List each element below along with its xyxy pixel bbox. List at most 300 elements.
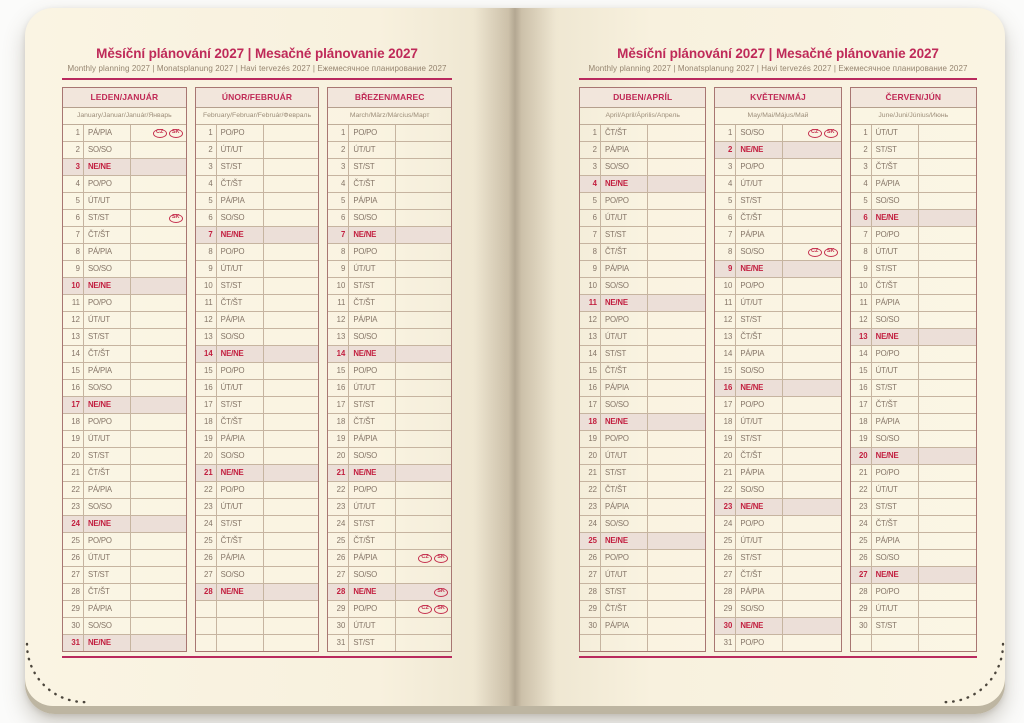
weekday-label: PO/PO: [872, 227, 919, 243]
weekday-label: ČT/ŠT: [601, 125, 648, 141]
day-number: 27: [580, 567, 601, 583]
day-number: 25: [580, 533, 601, 549]
notes-cell: [131, 482, 186, 498]
day-row: [580, 193, 705, 210]
day-row: [715, 125, 840, 142]
weekday-label: ÚT/UT: [217, 380, 264, 396]
weekday-label: ČT/ŠT: [736, 448, 783, 464]
weekday-label: ČT/ŠT: [349, 533, 396, 549]
day-row: [63, 312, 186, 329]
page-subtitle: Monthly planning 2027 | Monatsplanung 2027 | Havi tervezés 2027 | Ежемесячное планирование 2027: [67, 64, 447, 73]
day-row: [580, 618, 705, 635]
day-number: 12: [851, 312, 872, 328]
day-number: 24: [715, 516, 736, 532]
day-row: [715, 414, 840, 431]
day-row: [63, 550, 186, 567]
day-number: 4: [715, 176, 736, 192]
day-row: [63, 295, 186, 312]
day-row: [328, 516, 451, 533]
footer-rule: [579, 656, 977, 658]
weekday-label: PO/PO: [872, 346, 919, 362]
weekday-label: PÁ/PIA: [872, 533, 919, 549]
day-number: 1: [715, 125, 736, 141]
notes-cell: [783, 346, 840, 362]
notes-cell: [131, 125, 186, 141]
day-number: 14: [851, 346, 872, 362]
notes-cell: [648, 142, 705, 158]
weekday-label: ÚT/UT: [84, 431, 131, 447]
notes-cell: [396, 193, 451, 209]
notes-cell: [783, 125, 840, 141]
weekday-label: ČT/ŠT: [601, 363, 648, 379]
day-number: 15: [328, 363, 349, 379]
day-row: [580, 176, 705, 193]
day-number: 4: [851, 176, 872, 192]
day-number: 6: [328, 210, 349, 226]
notes-cell: [264, 227, 319, 243]
day-number: 24: [196, 516, 217, 532]
notes-cell: [264, 142, 319, 158]
day-row: [851, 125, 976, 142]
day-row: [196, 431, 319, 448]
weekday-label: ČT/ŠT: [872, 159, 919, 175]
notes-cell: [396, 618, 451, 634]
notes-cell: [264, 125, 319, 141]
day-row: [851, 193, 976, 210]
day-number: 11: [580, 295, 601, 311]
day-row: [580, 278, 705, 295]
weekday-label: ČT/ŠT: [872, 278, 919, 294]
day-row: [63, 482, 186, 499]
weekday-label: PO/PO: [601, 431, 648, 447]
notes-cell: [264, 567, 319, 583]
day-number: 13: [580, 329, 601, 345]
day-row: [580, 210, 705, 227]
day-number: 23: [715, 499, 736, 515]
empty-row: [196, 601, 319, 618]
weekday-label: NE/NE: [84, 397, 131, 413]
day-number: 1: [580, 125, 601, 141]
notes-cell: [264, 380, 319, 396]
day-row: [328, 414, 451, 431]
day-row: [328, 125, 451, 142]
day-row: [196, 465, 319, 482]
weekday-label: PÁ/PIA: [601, 499, 648, 515]
weekday-label: PO/PO: [217, 244, 264, 260]
notes-cell: [396, 567, 451, 583]
day-row: [328, 244, 451, 261]
weekday-label: NE/NE: [872, 567, 919, 583]
weekday-label: ČT/ŠT: [872, 516, 919, 532]
day-row: [580, 346, 705, 363]
day-row: [196, 295, 319, 312]
day-number: 3: [63, 159, 84, 175]
day-row: [851, 499, 976, 516]
day-row: [580, 482, 705, 499]
page-right: [515, 8, 1005, 706]
day-number: 2: [63, 142, 84, 158]
notes-cell: [783, 176, 840, 192]
day-row: [851, 329, 976, 346]
empty-row: [196, 635, 319, 651]
notes-cell: [396, 261, 451, 277]
day-row: [63, 125, 186, 142]
day-number: 30: [851, 618, 872, 634]
notes-cell: [396, 499, 451, 515]
notes-cell: [396, 550, 451, 566]
weekday-label: NE/NE: [84, 516, 131, 532]
weekday-label: ÚT/UT: [601, 448, 648, 464]
day-row: [715, 176, 840, 193]
notes-cell: [648, 329, 705, 345]
notes-cell: [919, 448, 976, 464]
notes-cell: [783, 465, 840, 481]
notes-cell: [919, 278, 976, 294]
weekday-label: PÁ/PIA: [217, 550, 264, 566]
notes-cell: [264, 499, 319, 515]
holiday-badge-sk-icon: SK: [824, 129, 838, 138]
notes-cell: [919, 380, 976, 396]
day-number: 20: [196, 448, 217, 464]
day-number: 20: [715, 448, 736, 464]
notes-cell: [648, 516, 705, 532]
day-row: [851, 431, 976, 448]
notes-cell: [648, 346, 705, 362]
day-number: 21: [851, 465, 872, 481]
weekday-label: ST/ST: [872, 261, 919, 277]
day-row: [328, 397, 451, 414]
day-row: [196, 499, 319, 516]
weekday-label: ČT/ŠT: [84, 465, 131, 481]
notes-cell: [131, 635, 186, 651]
day-row: [63, 533, 186, 550]
day-number: 28: [580, 584, 601, 600]
weekday-label: PÁ/PIA: [84, 363, 131, 379]
day-number: 25: [328, 533, 349, 549]
notes-cell: [783, 159, 840, 175]
notes-cell: [783, 193, 840, 209]
notes-cell: [264, 193, 319, 209]
notes-cell: [648, 125, 705, 141]
day-number: 21: [63, 465, 84, 481]
notes-cell: [919, 431, 976, 447]
weekday-label: NE/NE: [217, 465, 264, 481]
holiday-badge-cz-icon: CZ: [153, 129, 167, 138]
weekday-label: SO/SO: [601, 397, 648, 413]
day-number: 20: [328, 448, 349, 464]
day-row: [851, 312, 976, 329]
month-subheader: April/April/Április/Апрель: [580, 108, 705, 125]
day-row: [328, 312, 451, 329]
day-number: 26: [63, 550, 84, 566]
day-number: 7: [196, 227, 217, 243]
day-number: 23: [196, 499, 217, 515]
weekday-label: NE/NE: [736, 380, 783, 396]
weekday-label: ST/ST: [84, 567, 131, 583]
weekday-label: NE/NE: [84, 635, 131, 651]
day-number: 19: [580, 431, 601, 447]
page-title: Měsíční plánování 2027 | Mesačné plánovanie 2027: [617, 46, 939, 61]
day-row: [715, 244, 840, 261]
day-row: [580, 159, 705, 176]
day-number: 20: [63, 448, 84, 464]
day-number: 7: [851, 227, 872, 243]
day-number: 4: [580, 176, 601, 192]
notes-cell: [648, 567, 705, 583]
day-number: 1: [196, 125, 217, 141]
weekday-label: SO/SO: [349, 448, 396, 464]
weekday-label: PÁ/PIA: [872, 176, 919, 192]
day-number: 27: [851, 567, 872, 583]
day-row: [715, 193, 840, 210]
day-row: [715, 601, 840, 618]
day-number: 18: [851, 414, 872, 430]
notes-cell: [919, 465, 976, 481]
day-number: 13: [63, 329, 84, 345]
notes-cell: [648, 448, 705, 464]
day-number: 11: [715, 295, 736, 311]
weekday-label: ST/ST: [217, 397, 264, 413]
weekday-label: PÁ/PIA: [872, 295, 919, 311]
notes-cell: [648, 380, 705, 396]
day-row: [715, 227, 840, 244]
weekday-label: ST/ST: [217, 278, 264, 294]
day-number: 17: [851, 397, 872, 413]
day-number: 26: [580, 550, 601, 566]
day-number: 23: [851, 499, 872, 515]
weekday-label: NE/NE: [736, 261, 783, 277]
weekday-label: PO/PO: [349, 482, 396, 498]
weekday-label: ST/ST: [349, 397, 396, 413]
day-row: [715, 448, 840, 465]
notes-cell: [131, 363, 186, 379]
day-row: [196, 516, 319, 533]
day-number: 28: [63, 584, 84, 600]
day-row: [63, 329, 186, 346]
day-row: [328, 448, 451, 465]
notes-cell: [648, 601, 705, 617]
day-row: [851, 210, 976, 227]
notes-cell: [396, 227, 451, 243]
day-row: [63, 363, 186, 380]
day-row: [63, 159, 186, 176]
notes-cell: [648, 363, 705, 379]
day-number: 21: [328, 465, 349, 481]
day-number: 9: [328, 261, 349, 277]
notes-cell: [396, 210, 451, 226]
notes-cell: [783, 533, 840, 549]
weekday-label: ÚT/UT: [736, 176, 783, 192]
notes-cell: [783, 431, 840, 447]
day-row: [580, 261, 705, 278]
day-number: 29: [851, 601, 872, 617]
day-number: 10: [715, 278, 736, 294]
day-row: [851, 244, 976, 261]
day-number: 1: [851, 125, 872, 141]
day-row: [851, 448, 976, 465]
day-row: [328, 465, 451, 482]
day-row: [851, 176, 976, 193]
day-number: 24: [851, 516, 872, 532]
weekday-label: PO/PO: [349, 601, 396, 617]
notes-cell: [783, 567, 840, 583]
day-number: 3: [715, 159, 736, 175]
day-number: 4: [328, 176, 349, 192]
day-row: [715, 431, 840, 448]
notes-cell: [648, 584, 705, 600]
weekday-label: PO/PO: [349, 125, 396, 141]
notes-cell: [264, 516, 319, 532]
header-rule: [62, 78, 452, 80]
day-row: [63, 142, 186, 159]
weekday-label: SO/SO: [217, 210, 264, 226]
notes-cell: [648, 312, 705, 328]
day-number: 3: [580, 159, 601, 175]
day-row: [63, 448, 186, 465]
weekday-label: ÚT/UT: [349, 380, 396, 396]
day-number: 16: [328, 380, 349, 396]
weekday-label: ČT/ŠT: [736, 329, 783, 345]
page-left: [25, 8, 515, 706]
day-row: [196, 210, 319, 227]
day-row: [851, 363, 976, 380]
day-number: 24: [580, 516, 601, 532]
notes-cell: [264, 159, 319, 175]
day-number: 19: [196, 431, 217, 447]
notes-cell: [648, 618, 705, 634]
day-row: [851, 346, 976, 363]
notes-cell: [396, 329, 451, 345]
day-number: 5: [63, 193, 84, 209]
weekday-label: SO/SO: [217, 567, 264, 583]
day-row: [580, 363, 705, 380]
weekday-label: SO/SO: [601, 159, 648, 175]
notes-cell: [783, 499, 840, 515]
day-row: [851, 482, 976, 499]
weekday-label: ÚT/UT: [84, 193, 131, 209]
day-number: 6: [715, 210, 736, 226]
notes-cell: [264, 329, 319, 345]
day-number: 15: [851, 363, 872, 379]
weekday-label: ST/ST: [736, 312, 783, 328]
day-number: 9: [196, 261, 217, 277]
weekday-label: PO/PO: [736, 635, 783, 651]
notes-cell: [396, 397, 451, 413]
day-row: [63, 465, 186, 482]
weekday-label: NE/NE: [217, 346, 264, 362]
notes-cell: [648, 295, 705, 311]
notes-cell: [919, 533, 976, 549]
day-row: [328, 210, 451, 227]
holiday-badge-sk-icon: SK: [434, 588, 448, 597]
day-row: [851, 601, 976, 618]
day-number: 2: [328, 142, 349, 158]
day-number: 10: [580, 278, 601, 294]
notes-cell: [396, 380, 451, 396]
weekday-label: NE/NE: [601, 295, 648, 311]
weekday-label: [217, 635, 264, 651]
weekday-label: NE/NE: [349, 584, 396, 600]
weekday-label: ST/ST: [84, 448, 131, 464]
day-number: 15: [196, 363, 217, 379]
notes-cell: [131, 227, 186, 243]
day-number: 10: [196, 278, 217, 294]
day-row: [715, 618, 840, 635]
weekday-label: PO/PO: [217, 363, 264, 379]
day-number: 31: [63, 635, 84, 651]
day-number: 17: [328, 397, 349, 413]
weekday-label: PÁ/PIA: [736, 465, 783, 481]
day-row: [63, 584, 186, 601]
day-row: [63, 601, 186, 618]
weekday-label: ST/ST: [601, 465, 648, 481]
notes-cell: [783, 584, 840, 600]
months-grid-right: [579, 87, 977, 652]
weekday-label: ST/ST: [349, 278, 396, 294]
notes-cell: [131, 533, 186, 549]
weekday-label: ST/ST: [872, 142, 919, 158]
notes-cell: [919, 414, 976, 430]
weekday-label: SO/SO: [872, 193, 919, 209]
notes-cell: [131, 193, 186, 209]
weekday-label: SO/SO: [736, 601, 783, 617]
holiday-badge-sk-icon: SK: [824, 248, 838, 257]
weekday-label: ÚT/UT: [349, 499, 396, 515]
weekday-label: SO/SO: [349, 329, 396, 345]
notes-cell: [919, 363, 976, 379]
day-number: 6: [63, 210, 84, 226]
notes-cell: [264, 533, 319, 549]
notes-cell: [131, 278, 186, 294]
day-row: [851, 550, 976, 567]
notes-cell: [131, 380, 186, 396]
day-number: 2: [580, 142, 601, 158]
day-number: 30: [715, 618, 736, 634]
notes-cell: [131, 159, 186, 175]
weekday-label: NE/NE: [349, 227, 396, 243]
notes-cell: [919, 601, 976, 617]
weekday-label: SO/SO: [84, 499, 131, 515]
holiday-badge-sk-icon: SK: [434, 605, 448, 614]
notes-cell: [131, 431, 186, 447]
notes-cell: [396, 312, 451, 328]
day-number: 31: [328, 635, 349, 651]
weekday-label: PÁ/PIA: [84, 601, 131, 617]
weekday-label: ST/ST: [736, 550, 783, 566]
day-number: 5: [196, 193, 217, 209]
day-number: 16: [63, 380, 84, 396]
notes-cell: [783, 414, 840, 430]
weekday-label: ÚT/UT: [217, 499, 264, 515]
day-number: 3: [328, 159, 349, 175]
day-row: [715, 516, 840, 533]
weekday-label: NE/NE: [872, 329, 919, 345]
notes-cell: [396, 125, 451, 141]
weekday-label: ČT/ŠT: [349, 295, 396, 311]
weekday-label: NE/NE: [601, 176, 648, 192]
weekday-label: PÁ/PIA: [736, 227, 783, 243]
day-number: 21: [715, 465, 736, 481]
weekday-label: ST/ST: [872, 380, 919, 396]
day-row: [851, 618, 976, 635]
day-number: 18: [715, 414, 736, 430]
notes-cell: [783, 380, 840, 396]
day-row: [328, 142, 451, 159]
notes-cell: [131, 346, 186, 362]
day-number: 11: [328, 295, 349, 311]
day-number: 18: [328, 414, 349, 430]
month-subheader: January/Januar/Január/Январь: [63, 108, 186, 125]
